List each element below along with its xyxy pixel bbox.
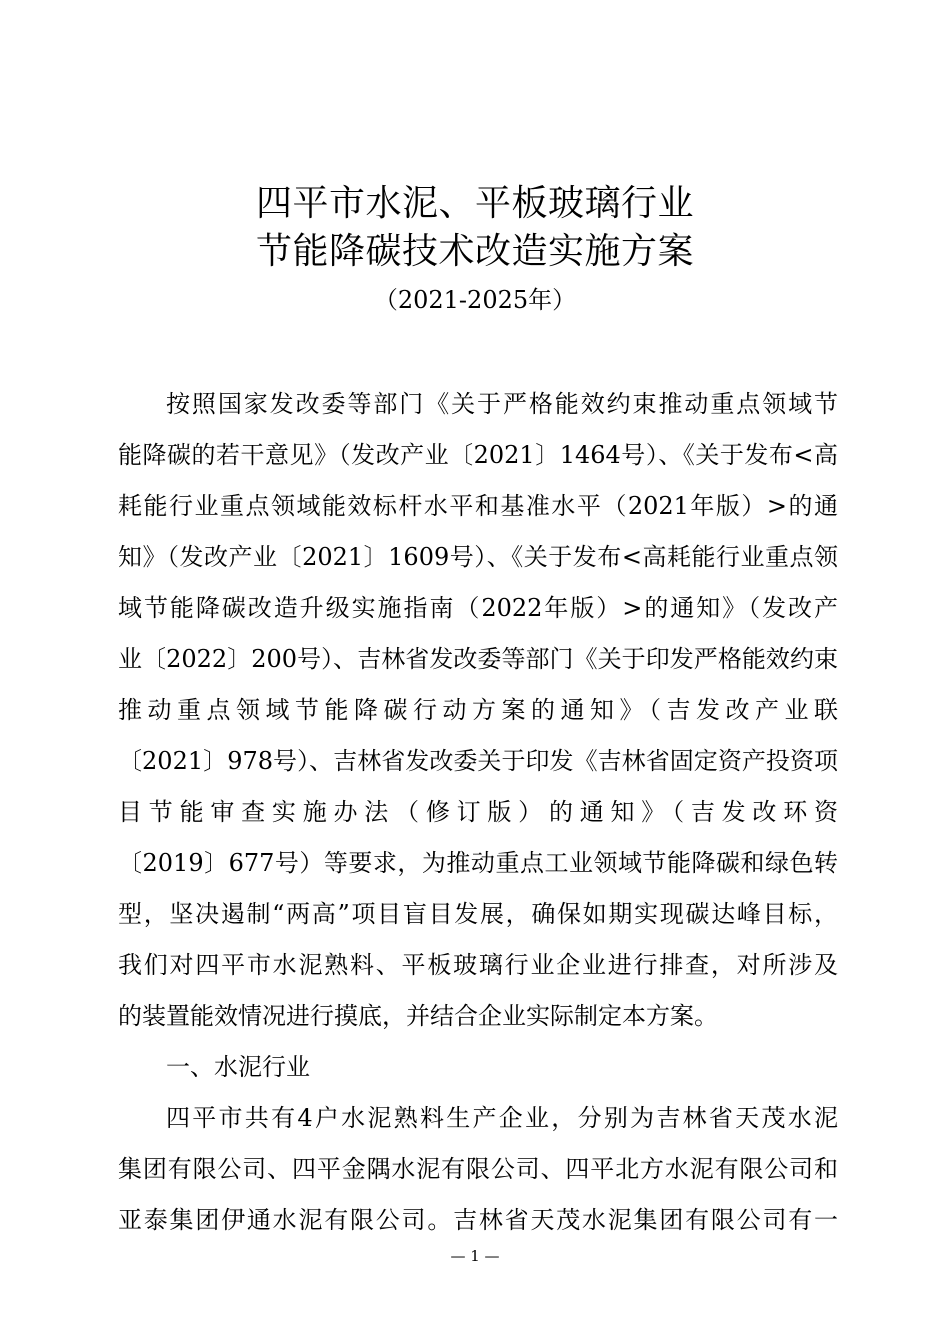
body-line: 域节能降碳改造升级实施指南（2022年版）>的通知》（发改产 bbox=[118, 594, 838, 622]
body-line: 亚泰集团伊通水泥有限公司。吉林省天茂水泥集团有限公司有一 bbox=[118, 1206, 838, 1234]
section-heading: 一、水泥行业 bbox=[166, 1053, 310, 1081]
body-line: 四平市共有4户水泥熟料生产企业，分别为吉林省天茂水泥 bbox=[166, 1104, 838, 1132]
body-line: 推动重点领域节能降碳行动方案的通知》（吉发改产业联 bbox=[118, 696, 838, 724]
document-subtitle: （2021-2025年） bbox=[373, 286, 577, 314]
document-title-line-1: 四平市水泥、平板玻璃行业 bbox=[255, 183, 694, 224]
body-line: 业〔2022〕200号）、吉林省发改委等部门《关于印发严格能效约束 bbox=[118, 645, 838, 673]
body-line: 按照国家发改委等部门《关于严格能效约束推动重点领域节 bbox=[166, 390, 838, 418]
body-line: 耗能行业重点领域能效标杆水平和基准水平（2021年版）>的通 bbox=[118, 492, 838, 520]
body-line: 能降碳的若干意见》（发改产业〔2021〕1464号）、《关于发布<高 bbox=[118, 441, 838, 469]
document-title-line-2: 节能降碳技术改造实施方案 bbox=[255, 231, 694, 272]
body-line: 〔2021〕978号）、吉林省发改委关于印发《吉林省固定资产投资项 bbox=[118, 747, 838, 775]
page-number: — 1 — bbox=[450, 1247, 500, 1265]
body-line: 我们对四平市水泥熟料、平板玻璃行业企业进行排查，对所涉及 bbox=[118, 951, 838, 979]
body-line: 集团有限公司、四平金隅水泥有限公司、四平北方水泥有限公司和 bbox=[118, 1155, 838, 1183]
body-line: 的装置能效情况进行摸底，并结合企业实际制定本方案。 bbox=[118, 1002, 718, 1030]
body-line: 知》（发改产业〔2021〕1609号）、《关于发布<高耗能行业重点领 bbox=[118, 543, 838, 571]
body-line: 〔2019〕677号）等要求，为推动重点工业领域节能降碳和绿色转 bbox=[118, 849, 838, 877]
body-line: 目节能审查实施办法（修订版）的通知》（吉发改环资 bbox=[118, 798, 838, 826]
body-line: 型，坚决遏制“两高”项目盲目发展，确保如期实现碳达峰目标， bbox=[118, 900, 838, 928]
